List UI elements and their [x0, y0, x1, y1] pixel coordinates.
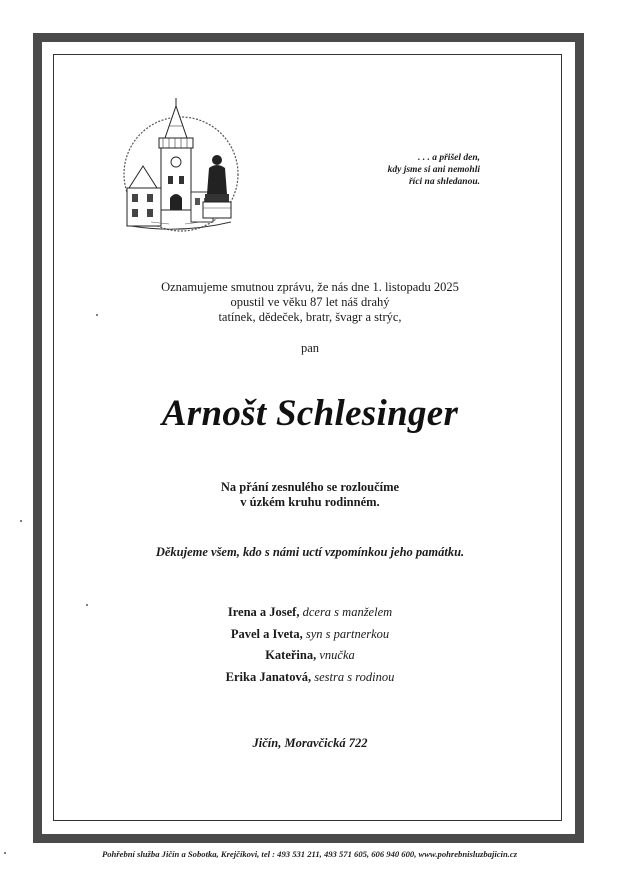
- mourner-name: Erika Janatová,: [225, 669, 312, 684]
- epigraph-quote: [330, 152, 480, 188]
- mourner-name: Irena a Josef,: [227, 605, 300, 619]
- mourner-name: Kateřina,: [265, 648, 317, 662]
- quote-line: . . . a přišel den,: [417, 153, 480, 163]
- thanks-line: Děkujeme všem, kdo s námi uctí vzpomínkou jeho památku.: [155, 545, 465, 559]
- residence-address: Jičín, Moravčická 722: [252, 736, 368, 750]
- honorific-pan: pan: [300, 341, 320, 355]
- announcement-line: opustil ve věku 87 let náš drahý: [230, 295, 390, 309]
- scan-speck: [86, 604, 88, 606]
- mourner-name: Pavel a Iveta,: [230, 626, 303, 641]
- mourners-list: [100, 602, 520, 688]
- mourner-entry: [100, 667, 520, 689]
- mourner-entry: [100, 645, 520, 667]
- deceased-name: Arnošt Schlesinger: [161, 393, 459, 434]
- mourner-entry: [100, 602, 520, 624]
- death-announcement: [100, 280, 520, 325]
- quote-line: říci na shledanou.: [408, 177, 480, 187]
- farewell-notice: [100, 480, 520, 510]
- farewell-line: Na přání zesnulého se rozloučíme: [220, 480, 400, 494]
- scan-speck: [96, 314, 98, 316]
- mourner-relation: vnučka: [319, 648, 355, 662]
- announcement-line: Oznamujeme smutnou zprávu, že nás dne 1. listopadu 2025: [161, 280, 459, 294]
- scan-speck: [4, 852, 6, 854]
- town-emblem-drawing: [121, 96, 243, 234]
- farewell-line: v úzkém kruhu rodinném.: [240, 495, 380, 509]
- funeral-service-footer: Pohřební služba Jičín a Sobotka, Krejčíkovi, tel : 493 531 211, 493 571 605, 606 940 600, www.pohrebnisluzbajicin.cz: [101, 849, 518, 859]
- quote-line: kdy jsme si ani nemohli: [387, 165, 480, 175]
- announcement-line: tatínek, dědeček, bratr, švagr a strýc,: [218, 310, 402, 324]
- mourner-relation: sestra s rodinou: [314, 669, 395, 684]
- mourner-relation: dcera s manželem: [302, 605, 393, 619]
- mourner-relation: syn s partnerkou: [305, 626, 390, 641]
- mourner-entry: [100, 624, 520, 646]
- scan-speck: [20, 520, 22, 522]
